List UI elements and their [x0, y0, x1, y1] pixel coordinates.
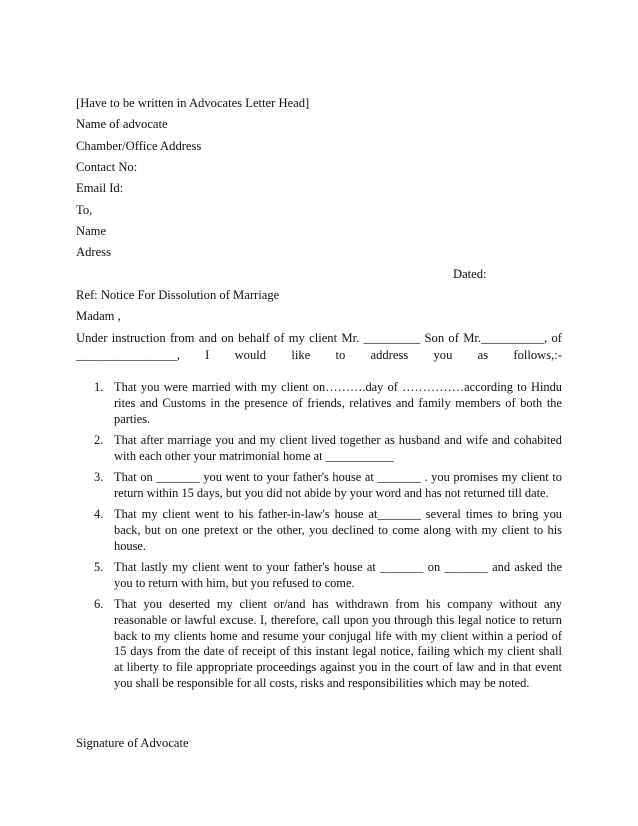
list-item: [76, 560, 562, 592]
recipient-to: To,: [76, 203, 93, 217]
item-text: That on _______ you went to your father's house at _______ . you promises my client to return within 15 days, but you did not abide by your word and has not returned till date.: [114, 469, 562, 500]
list-item: [76, 597, 562, 692]
list-item: [76, 380, 562, 427]
item-text: That you deserted my client or/and has withdrawn from his company without any reasonable or lawful excuse. I, therefore, call upon you through this legal notice to return back to my clients home and resume your conjugal life with my client within a period of 15 days from the date of receipt of this instant legal notice, failing which my client shall at liberty to file appropriate proceedings against you in the court of law and in that event you shall be responsible for all costs, risks and responsibilities which may be noted.: [114, 597, 562, 691]
item-text: That my client went to his father-in-law's house at_______ several times to bring you back, but on one pretext or the other, you declined to come along with my client to his house.: [114, 507, 562, 553]
list-item: [76, 433, 562, 465]
item-text: That you were married with my client on……….day of ……………according to Hindu rites and Customs in the presence of friends, relatives and family members of both the parties.: [114, 380, 562, 426]
recipient-address: Adress: [76, 245, 111, 259]
item-number: 6.: [94, 597, 104, 612]
list-item: [76, 507, 562, 554]
list-item: [76, 470, 562, 502]
item-text: That lastly my client went to your father's house at _______ on _______ and asked the you to return with him, but you refused to come.: [114, 559, 562, 590]
dated-label: Dated:: [453, 267, 487, 281]
intro-paragraph: [76, 330, 562, 364]
salutation: Madam ,: [76, 309, 121, 323]
item-number: 2.: [94, 432, 104, 447]
item-number: 4.: [94, 507, 104, 522]
advocate-name: Name of advocate: [76, 117, 168, 131]
recipient-name: Name: [76, 224, 107, 238]
intro-row-1: Under instruction from and on behalf of my client Mr. _________ Son of Mr.__________, of: [76, 331, 562, 345]
advocate-email: Email Id:: [76, 181, 124, 195]
reference-line: Ref: Notice For Dissolution of Marriage: [76, 288, 280, 302]
advocate-address: Chamber/Office Address: [76, 139, 202, 153]
notice-points-list: [76, 380, 562, 697]
item-text: That after marriage you and my client lived together as husband and wife and cohabited with each other your matrimonial home at ___________: [114, 432, 562, 463]
item-number: 5.: [94, 559, 104, 574]
item-number: 1.: [94, 380, 104, 394]
signature-line: Signature of Advocate: [76, 736, 189, 750]
advocate-contact: Contact No:: [76, 160, 138, 174]
intro-row-2: ________________, I would like to address you as follows,:-: [76, 348, 562, 362]
letterhead-note: [Have to be written in Advocates Letter Head]: [76, 96, 310, 110]
item-number: 3.: [94, 469, 104, 484]
